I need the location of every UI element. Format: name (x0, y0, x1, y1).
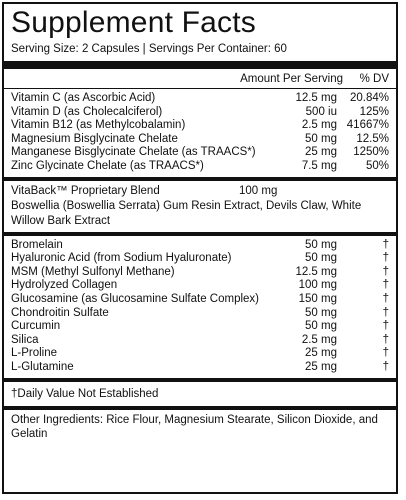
ingredient-row (11, 252, 389, 266)
ingredient-amount: 2.5 mg (301, 333, 337, 346)
ingredient-name: Silica (11, 333, 39, 346)
blend-description: Boswellia (Boswellia Serrata) Gum Resin Extract, Devils Claw, White Willow Bark Extract (11, 199, 362, 227)
ingredient-amount: 150 mg (298, 292, 337, 305)
blend-name: VitaBack™ Proprietary Blend (11, 184, 160, 197)
ingredient-amount: 500 iu (305, 105, 337, 118)
ingredient-section (11, 236, 389, 378)
vitamin-row (11, 160, 389, 174)
dv-header: % DV (359, 73, 389, 85)
ingredient-name: L-Glutamine (11, 360, 74, 373)
ingredient-name: Zinc Glycinate Chelate (as TRAACS*) (11, 159, 204, 172)
supplement-facts-panel (2, 2, 398, 494)
ingredient-dv: † (382, 306, 389, 319)
ingredient-name: Vitamin D (as Cholecalciferol) (11, 105, 163, 118)
blend-amount: 100 mg (239, 184, 278, 197)
ingredient-dv: † (382, 265, 389, 278)
ingredient-name: Vitamin C (as Ascorbic Acid) (11, 92, 156, 104)
ingredient-name: Hyaluronic Acid (from Sodium Hyaluronate) (11, 252, 232, 265)
ingredient-dv: † (382, 360, 389, 373)
vitamin-row (11, 119, 389, 133)
blend-section (11, 181, 389, 232)
ingredient-amount: 50 mg (305, 252, 337, 265)
ingredient-amount: 2.5 mg (301, 119, 337, 132)
ingredient-name: Glucosamine (as Glucosamine Sulfate Complex) (11, 292, 259, 305)
ingredient-name: Manganese Bisglycinate Chelate (as TRAACS*) (11, 146, 256, 159)
ingredient-row (11, 334, 389, 348)
ingredient-row (11, 293, 389, 307)
ingredient-row (11, 361, 389, 375)
ingredient-amount: 25 mg (305, 347, 337, 360)
ingredient-dv: 20.84% (349, 92, 389, 104)
panel-title: Supplement Facts (11, 6, 256, 39)
other-ingredients: Other Ingredients: Rice Flour, Magnesium Stearate, Silicon Dioxide, and Gelatin (11, 413, 378, 440)
ingredient-amount: 25 mg (305, 360, 337, 373)
ingredient-name: Magnesium Bisglycinate Chelate (11, 132, 178, 145)
ingredient-dv: † (382, 320, 389, 333)
ingredient-name: Chondroitin Sulfate (11, 306, 109, 319)
ingredient-amount: 50 mg (305, 132, 337, 145)
serving-info: Serving Size: 2 Capsules | Servings Per Container: 60 (11, 43, 287, 55)
ingredient-dv: † (382, 333, 389, 346)
ingredient-name: Curcumin (11, 320, 61, 333)
vitamin-row (11, 146, 389, 160)
ingredient-amount: 50 mg (305, 320, 337, 333)
ingredient-name: Hydrolyzed Collagen (11, 279, 118, 292)
amount-header: Amount Per Serving (240, 73, 343, 85)
ingredient-dv: 41667% (346, 119, 389, 132)
ingredient-row (11, 279, 389, 293)
ingredient-dv: † (382, 347, 389, 360)
ingredient-name: MSM (Methyl Sulfonyl Methane) (11, 265, 175, 278)
ingredient-dv: † (382, 279, 389, 292)
ingredient-name: L-Proline (11, 347, 58, 360)
ingredient-row (11, 239, 389, 253)
ingredient-amount: 12.5 mg (295, 265, 337, 278)
column-header (11, 69, 389, 88)
ingredient-dv: † (382, 238, 389, 251)
vitamin-row (11, 106, 389, 120)
vitamin-row (11, 133, 389, 147)
ingredient-dv: 125% (359, 105, 389, 118)
ingredient-amount: 100 mg (298, 279, 337, 292)
ingredient-dv: † (382, 252, 389, 265)
ingredient-name: Bromelain (11, 238, 63, 251)
ingredient-row (11, 347, 389, 361)
thick-divider (4, 61, 396, 69)
ingredient-dv: 12.5% (356, 132, 389, 145)
vitamin-section (11, 89, 389, 177)
footnote: †Daily Value Not Established (11, 387, 159, 400)
ingredient-amount: 50 mg (305, 306, 337, 319)
vitamin-row (11, 92, 389, 106)
ingredient-amount: 50 mg (305, 238, 337, 251)
ingredient-dv: 1250% (353, 146, 389, 159)
ingredient-row (11, 320, 389, 334)
ingredient-dv: 50% (365, 159, 389, 172)
ingredient-amount: 7.5 mg (301, 159, 337, 172)
ingredient-row (11, 307, 389, 321)
ingredient-row (11, 266, 389, 280)
ingredient-dv: † (382, 292, 389, 305)
ingredient-amount: 25 mg (305, 146, 337, 159)
ingredient-name: Vitamin B12 (as Methylcobalamin) (11, 119, 186, 132)
blend-row (11, 184, 389, 199)
ingredient-amount: 12.5 mg (295, 92, 337, 104)
